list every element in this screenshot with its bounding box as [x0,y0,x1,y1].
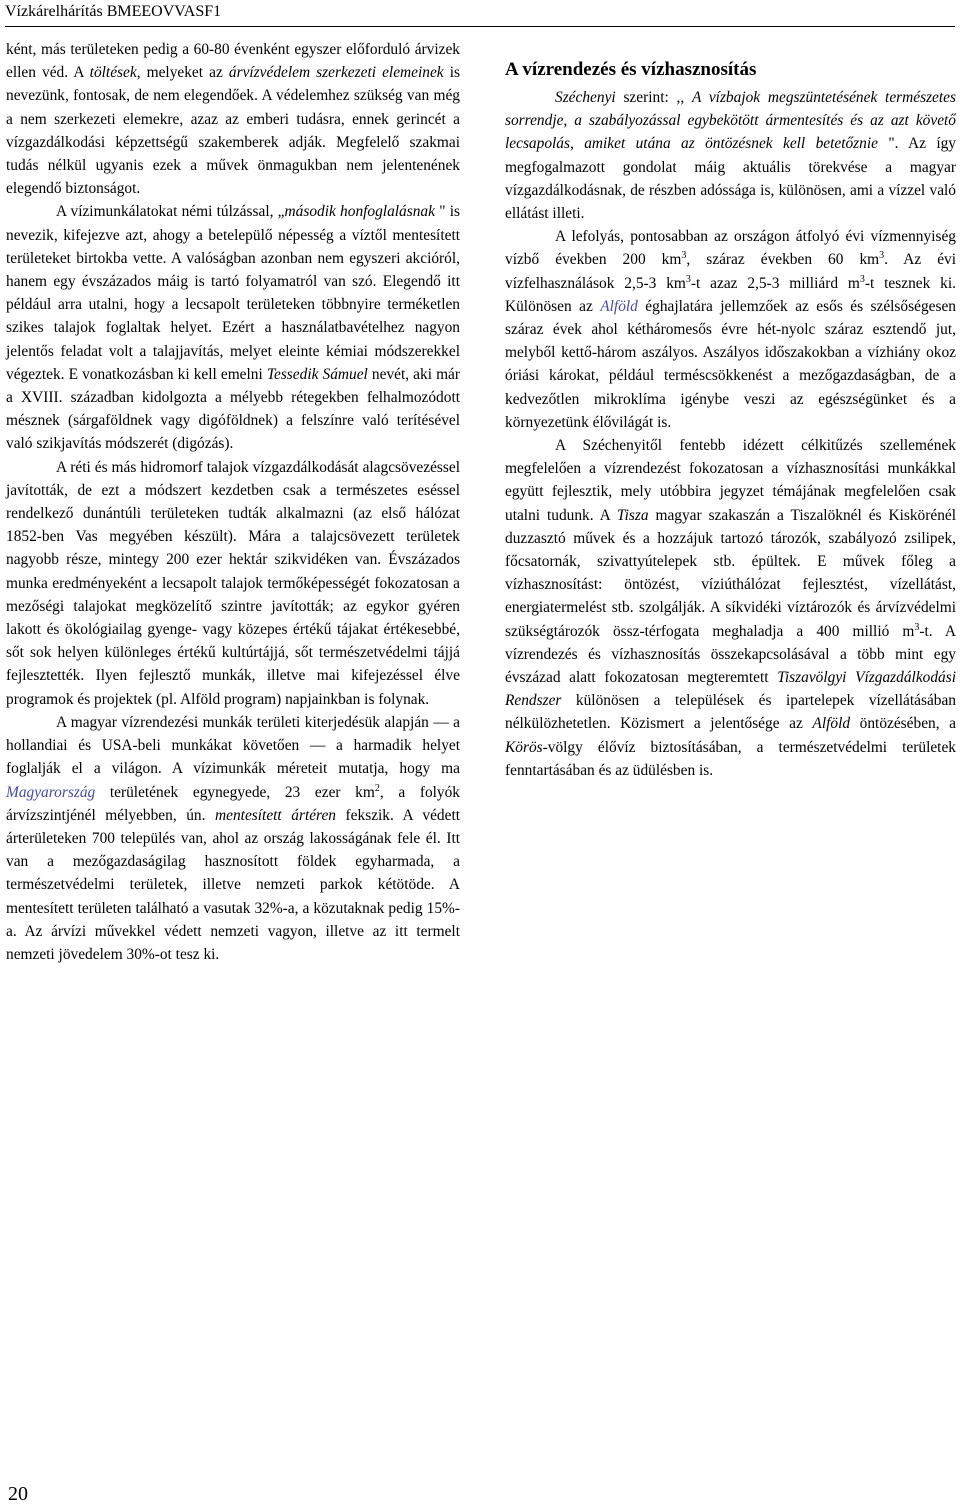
italic-term: Széchenyi [555,89,616,106]
paragraph: Széchenyi szerint: ,, A vízbajok megszüntetésének természetes sorrendje, a szabályozással egybekötött ármentesítés és az azt követő lecsapolás, amiket utána az öntözésnek kell betetőznie ". Az így megfogalmazott gondolat máig aktuális törekvése a magyar vízgazdálkodásnak, de részben adóssága is, különösen, ami a vízzel való ellátást illeti. [505,89,956,223]
italic-term: Tiszavölgyi Vízgazdálkodási Rendszer [505,669,956,710]
left-column [6,38,460,966]
right-column [505,57,956,782]
italic-term: töltések [89,64,137,82]
paragraph: ként, más területeken pedig a 60-80 évenként egyszer előforduló árvizek ellen véd. A töltések, melyeket az árvízvédelem szerkezeti elemeinek is nevezünk, fontosak, de nem elegendőek. A védelemhez szükség van még a nem szerkezeti elemekre, azaz az emberi tudásra, ennek gerincét a vízgazdálkodási képzettségű szakemberek adják. Megfelelő szakmai tudás nélkül ugyanis ezek a művek önmagukban nem jelentenének elegendő biztonságot. [6,41,460,198]
paragraph: A vízimunkálatokat némi túlzással, „második honfoglalásnak " is nevezik, kifejezve azt, ahogy a betelepülő népesség a víztől mentesített területeket birtokba vette. A valóságban azonban nem egyszeri akcióról, hanem egy évszázados máig is tartó folyamatról van szó. Elegendő itt például arra utalni, hogy a lecsapolt területeken többnyire terméketlen szikes talajok foglaltak helyet. Ezért a használatbavételhez nagyon jelentős feladat volt a talajjavítás, melyet eleinte kémiai módszerekkel végeztek. E vonatkozásban ki kell emelni Tessedik Sámuel nevét, aki már a XVIII. században kidolgozta a mélyebb rétegekben felhalmozódott mésznek (sárgaföldnek vagy digóföldnek) a felszínre való terítésével való szikjavítás módszerét (digózás). [6,203,460,453]
running-title: Vízkárelhárítás BMEEOVVASF1 [5,3,222,20]
italic-term: Alföld [600,297,638,315]
paragraph: A réti és más hidromorf talajok vízgazdálkodását alagcsövezéssel javították, de ezt a módszert kezdetben csak a természetes eséssel rendelkező dunántúli területeken tudták alkalmazni (az első hálózat 1852-ben Vas megyében készült). Mára a talajcsövezett területek nagyobb része, mintegy 200 ezer hektár szikvidéken van. Évszázados munka eredményeként a lecsapolt talajok termőképességét fokozatosan a mezőségi talajokat megközelítő szintre javították; az egykor gyéren lakott és ökológiailag gyenge- vagy közepes értékű tájakat értékesebbé, sőt sok helyen különleges értékű kultúrtájjá, sőt természetvédelmi tájjá fejlesztették. Ilyen fejlesztő munkák, illetve mai kifejezéssel élve programok és projektek (pl. Alföld program) napjainkban is folynak. [6,458,460,708]
section-title: A vízrendezés és vízhasznosítás [505,59,757,80]
italic-term: Tessedik Sámuel [266,365,368,383]
italic-term: árvízvédelem szerkezeti elemeinek [228,64,444,82]
paragraph: A Széchenyitől fentebb idézett célkitűzés szellemének megfelelően a vízrendezést fokozatosan a vízhasznosítási munkákkal együtt fejlesztik, mely utóbbira jegyzet témájának megfelelően csak utalni tudunk. A Tisza magyar szakaszán a Tiszalöknél és Kiskörénél duzzasztó művek és a hozzájuk tartozó tározók, szabályozó zsilipek, főcsatornák, szivattyútelepek stb. épültek. E művek főleg a vízhasznosítást: öntözést, víziúthálózat fejlesztést, vízellátást, energiatermelést stb. szolgálják. A síkvidéki víztározók és árvízvédelmi szükségtározók össz-térfogata meghaladja a 400 millió $m^3-t$. A vízrendezés és vízhasznosítás összekapcsolásával a több mint egy évszázad alatt fokozatosan megteremtett Tiszavölgyi Vízgazdálkodási Rendszer különösen a települések és ipartelepek vízellátásában nélkülözhetetlen. Közismert a jelentősége az Alföld öntözésében, a Körös-völgy élővíz biztosításában, a természetvédelmi területek fenntartásában és az üdülésben is. [505,437,957,779]
page-number: 20 [8,1483,28,1505]
italic-term: Körös [505,738,543,756]
italic-term: Tisza [616,506,649,524]
running-header [5,0,955,27]
paragraph: A lefolyás, pontosabban az országon átfolyó évi vízmennyiség vízbő években 200 $km^3$, száraz években 60 $km^3$. Az évi vízfelhasználások 2,5-3 $km^3-t$ azaz 2,5-3 milliárd $m^3-t$ tesznek ki. Különösen az Alföld éghajlatára jellemzőek az esős és szélsőségesen száraz évek ahol kétháromesős évre hét-nyolc száraz esztendő jut, melyből kettő-három aszályos. Aszályos időszakokban a vízhiány okoz óriási károkat, például terméscsökkenést a mezőgazdaságban, de a kedvezőtlen mikroklíma igénybe veszi az egészségünket és a környezetünk élővilágát is. [505,228,956,431]
italic-term: mentesített ártéren [215,806,336,824]
italic-term: Alföld [812,715,851,733]
italic-term: második honfoglalásnak [284,203,435,221]
paragraph: A magyar vízrendezési munkák területi kiterjedésük alapján — a hollandiai és USA-beli munkákat követően — a harmadik helyet foglalják el a világon. A vízimunkák méreteit mutatja, hogy ma Magyarország területének egynegyede, 23 ezer $km^2$, a folyók árvízszintjénél mélyebben, ún. mentesített ártéren fekszik. A védett árterületeken 700 település van, ahol az ország lakosságának fele él. Itt van a mezőgazdaságilag hasznosított földek egyharmada, a természetvédelmi területek, illetve nemzeti parkok kétötöde. A mentesített területen található a vasutak 32%-a, a közutaknak pedig 15%-a. Az árvízi művekkel védett nemzeti vagyon, illetve az itt termelt nemzeti jövedelem 30%-ot tesz ki. [6,713,460,963]
italic-quote: A vízbajok megszüntetésének természetes sorrendje, a szabályozással egybekötött ármentesítés és az azt követő lecsapolás, amiket utána az öntözésnek kell betetőznie [505,89,956,153]
italic-term: Magyarország [6,783,96,801]
